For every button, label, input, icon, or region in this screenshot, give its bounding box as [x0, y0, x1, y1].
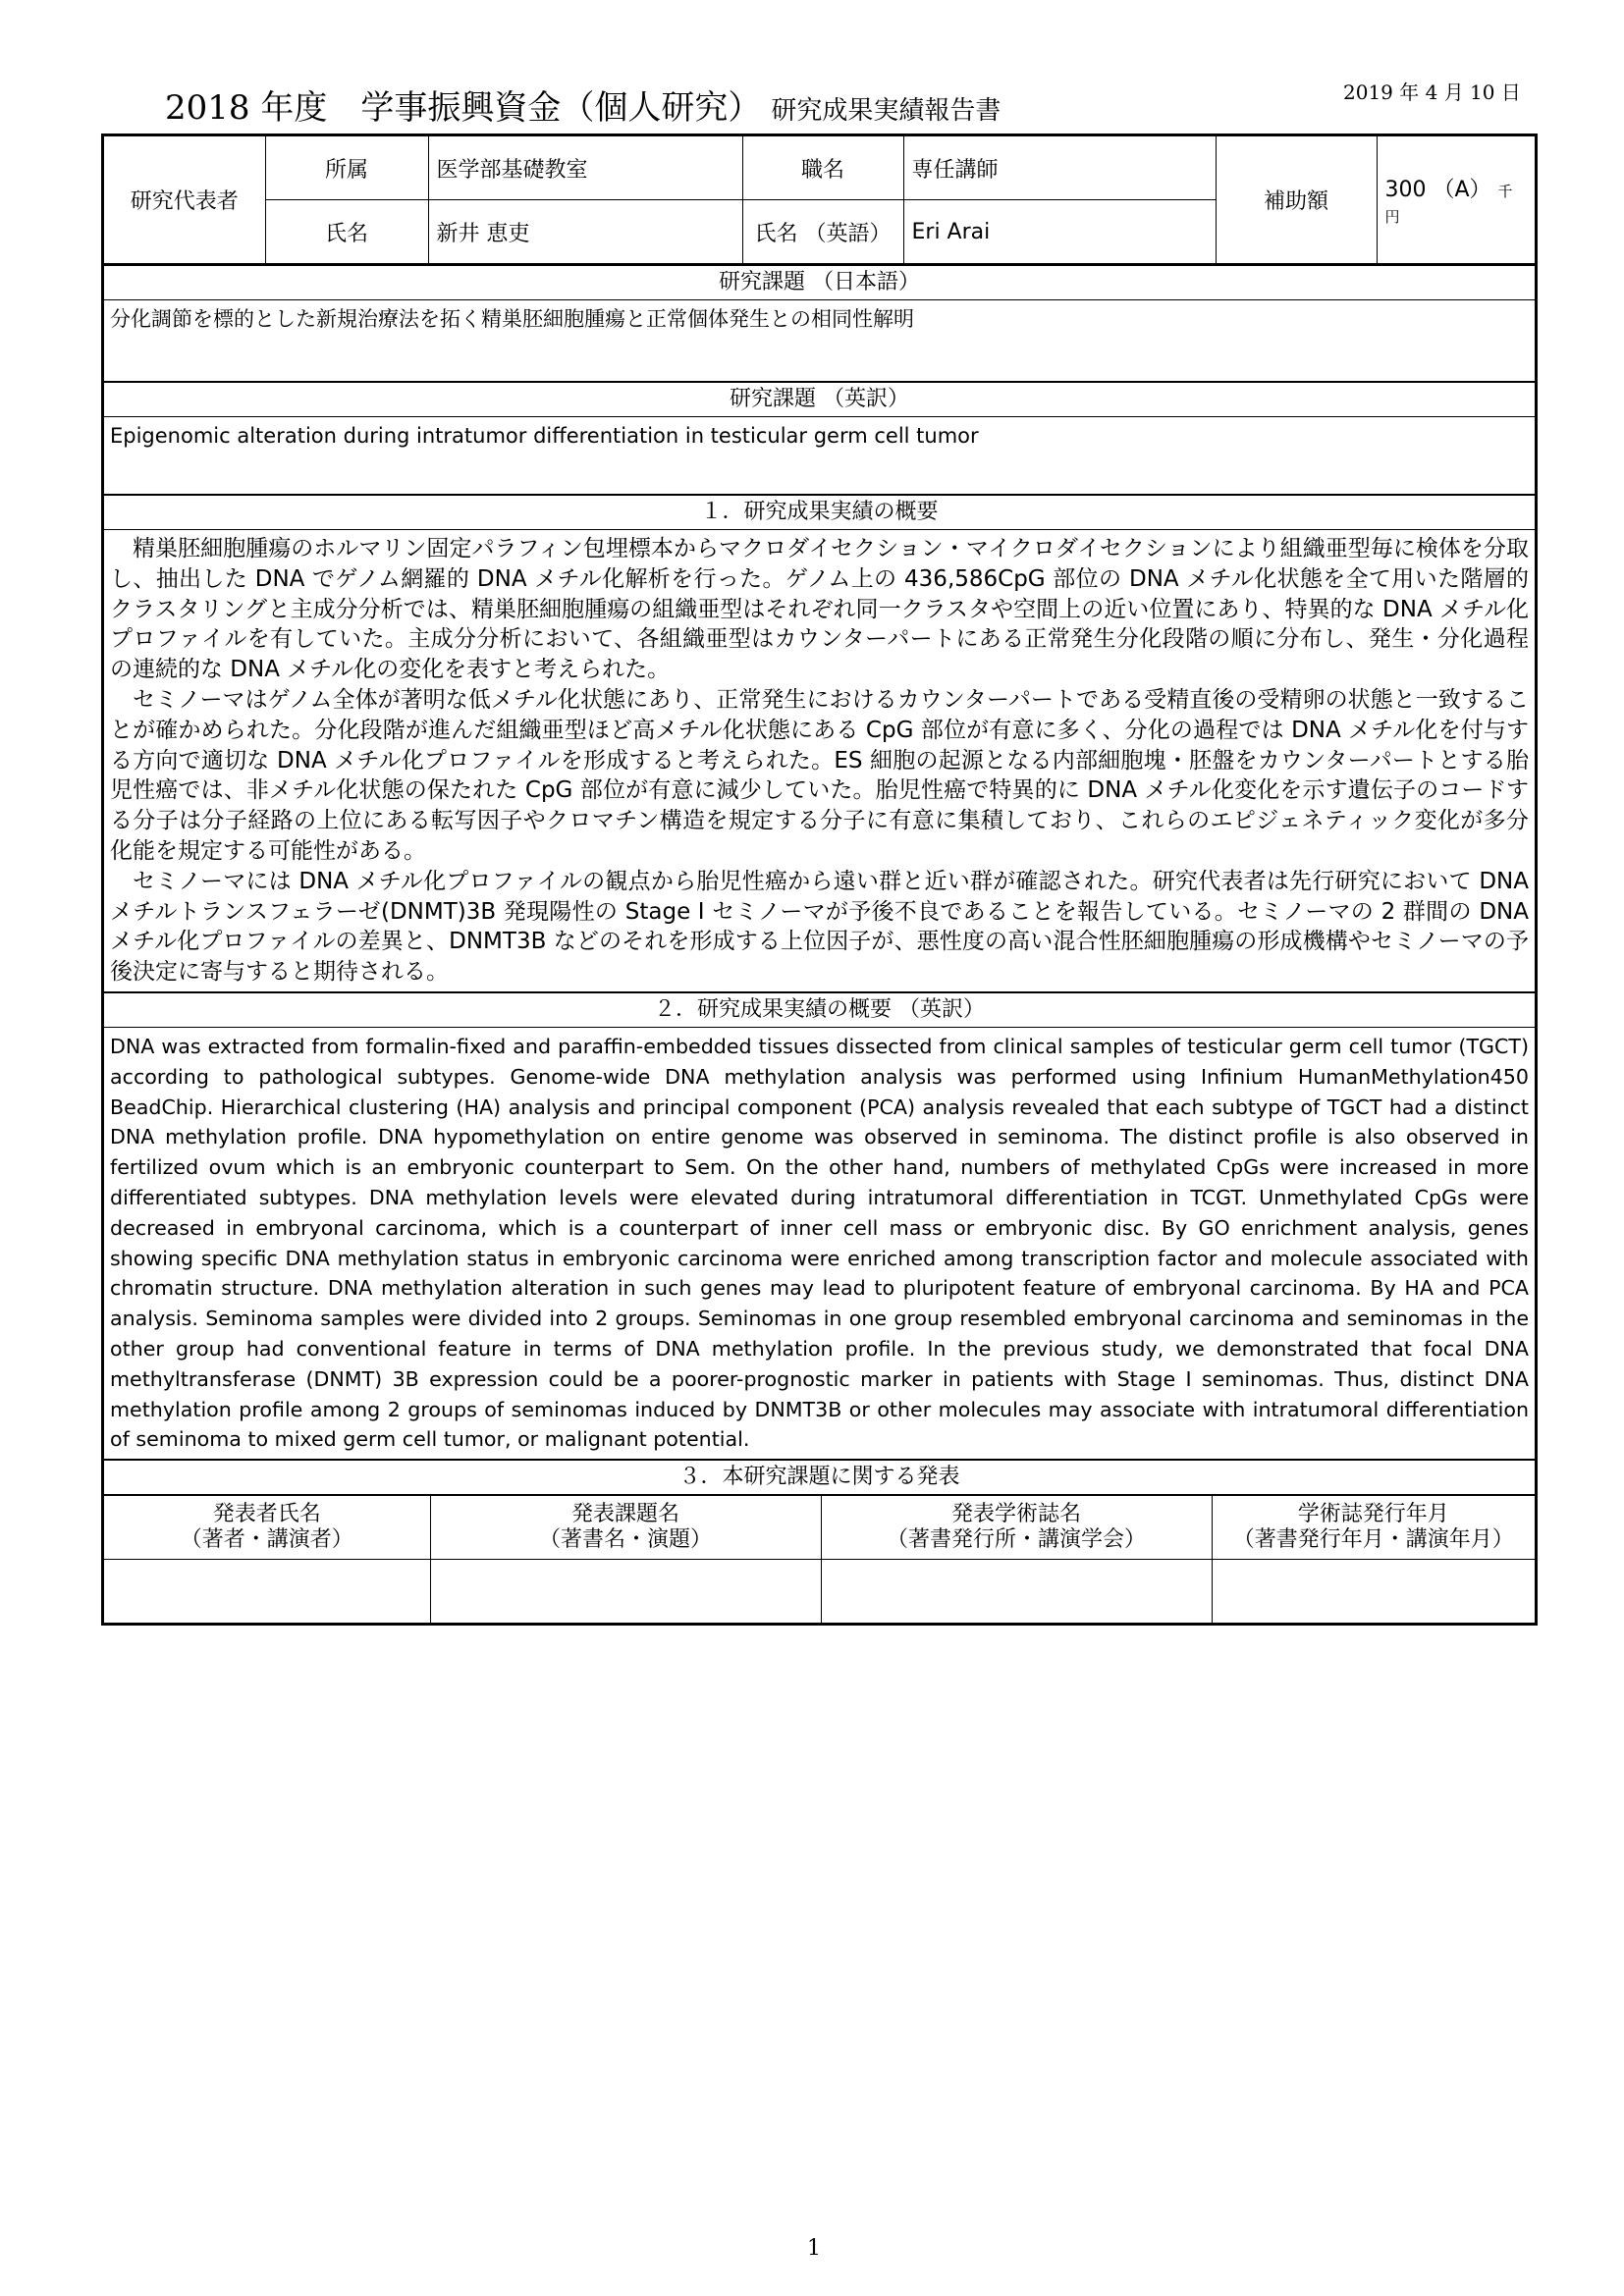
- column-header-presenter: 発表者氏名 （著者・講演者）: [104, 1496, 430, 1560]
- publications-table: [104, 1495, 1535, 1623]
- representative-info-table: [104, 136, 1535, 264]
- publications-heading: ３．本研究課題に関する発表: [104, 1459, 1535, 1495]
- page-title: [165, 80, 1001, 129]
- summary-jp-body: [104, 530, 1535, 991]
- topic-en-text: Epigenomic alteration during intratumor differentiation in testicular germ cell tumor: [110, 424, 979, 448]
- page-number: 1: [807, 2236, 821, 2261]
- grant-label: 補助額: [1216, 136, 1377, 264]
- affiliation-value: 医学部基礎教室: [428, 136, 742, 200]
- grant-amount: [1377, 136, 1535, 264]
- summary-jp-heading: １．研究成果実績の概要: [104, 494, 1535, 530]
- name-value: 新井 恵吏: [428, 200, 742, 264]
- report-form: [101, 133, 1538, 1626]
- summary-jp-paragraph: セミノーマはゲノム全体が著明な低メチル化状態にあり、正常発生におけるカウンターパートである受精直後の受精卵の状態と一致することが確かめられた。分化段階が進んだ組織亜型ほど高メチル化状態にある CpG 部位が有意に多く、分化の過程では DNA メチル化を付与する方向で適切な DNA メチル化プロファイルを形成すると考えられた。ES 細胞の起源となる内部細胞塊・胚盤をカウンターパートとする胎児性癌では、非メチル化状態の保たれた CpG 部位が有意に減少していた。胎児性癌で特異的に DNA メチル化変化を示す遺伝子のコードする分子は分子経路の上位にある転写因子やクロマチン構造を規定する分子に有意に集積しており、これらのエピジェネティック変化が多分化能を規定する可能性がある。: [110, 686, 1529, 864]
- table-cell: [104, 1560, 430, 1624]
- table-row: [104, 1560, 1535, 1624]
- report-date: 2019 年 4 月 10 日: [1343, 80, 1521, 104]
- report-title: 2018 年度 学事振興資金（個人研究）: [165, 88, 762, 128]
- affiliation-label: 所属: [265, 136, 428, 200]
- column-header-title: 発表課題名 （著書名・演題）: [430, 1496, 821, 1560]
- table-cell: [1212, 1560, 1535, 1624]
- grant-unit: 千円: [1384, 182, 1513, 226]
- table-cell: [430, 1560, 821, 1624]
- representative-label: 研究代表者: [104, 136, 265, 264]
- name-en-value: Eri Arai: [903, 200, 1216, 264]
- position-value: 専任講師: [903, 136, 1216, 200]
- name-label: 氏名: [265, 200, 428, 264]
- report-subtitle: 研究成果実績報告書: [771, 96, 1001, 126]
- summary-jp-paragraph: セミノーマには DNA メチル化プロファイルの観点から胎児性癌から遠い群と近い群が確認された。研究代表者は先行研究において DNA メチルトランスフェラーゼ(DNMT)3B 発現陽性の Stage I セミノーマが予後不良であることを報告している。セミノーマの 2 群間の DNA メチル化プロファイルの差異と、DNMT3B などのそれを形成する上位因子が、悪性度の高い混合性胚細胞腫瘍の形成機構やセミノーマの予後決定に寄与すると期待される。: [110, 868, 1529, 986]
- column-header-date: 学術誌発行年月 （著書発行年月・講演年月）: [1212, 1496, 1535, 1560]
- grant-value: 300 （A）: [1384, 177, 1491, 202]
- summary-en-text: DNA was extracted from formalin-fixed and paraffin-embedded tissues dissected from clinical samples of testicular germ cell tumor (TGCT) according to pathological subtypes. Genome-wide DNA methylation analysis was performed using Infinium HumanMethylation450 BeadChip. Hierarchical clustering (HA) analysis and principal component (PCA) analysis revealed that each subtype of TGCT had a distinct DNA methylation profile. DNA hypomethylation on entire genome was observed in seminoma. The distinct profile is also observed in fertilized ovum which is an embryonic counterpart to Sem. On the other hand, numbers of methylated CpGs were increased in more differentiated subtypes. DNA methylation levels were elevated during intratumoral differentiation in TCGT. Unmethylated CpGs were decreased in embryonal carcinoma, which is a counterpart of inner cell mass or embryonic disc. By GO enrichment analysis, genes showing specific DNA methylation status in embryonic carcinoma were enriched among transcription factor and molecule associated with chromatin structure. DNA methylation alteration in such genes may lead to pluripotent feature of embryonal carcinoma. By HA and PCA analysis. Seminoma samples were divided into 2 groups. Seminomas in one group resembled embryonal carcinoma and seminomas in the other group had conventional feature in terms of DNA methylation profile. In the previous study, we demonstrated that focal DNA methyltransferase (DNMT) 3B expression could be a poorer-prognostic marker in patients with Stage I seminomas. Thus, distinct DNA methylation profile among 2 groups of seminomas induced by DNMT3B or other molecules may associate with intratumoral differentiation of seminoma to mixed germ cell tumor, or malignant potential.: [110, 1034, 1529, 1452]
- summary-en-heading: ２．研究成果実績の概要 （英訳）: [104, 991, 1535, 1028]
- column-header-journal: 発表学術誌名 （著書発行所・講演学会）: [821, 1496, 1212, 1560]
- table-cell: [821, 1560, 1212, 1624]
- name-en-label: 氏名 （英語）: [742, 200, 903, 264]
- topic-en-heading: 研究課題 （英訳）: [104, 381, 1535, 417]
- topic-jp-heading: 研究課題 （日本語）: [104, 264, 1535, 300]
- summary-jp-paragraph: 精巣胚細胞腫瘍のホルマリン固定パラフィン包埋標本からマクロダイセクション・マイクロダイセクションにより組織亜型毎に検体を分取し、抽出した DNA でゲノム網羅的 DNA メチル化解析を行った。ゲノム上の 436,586CpG 部位の DNA メチル化状態を全て用いた階層的クラスタリングと主成分分析では、精巣胚細胞腫瘍の組織亜型はそれぞれ同一クラスタや空間上の近い位置にあり、特異的な DNA メチル化プロファイルを有していた。主成分分析において、各組織亜型はカウンターパートにある正常発生分化段階の順に分布し、発生・分化過程の連続的な DNA メチル化の変化を表すと考えられた。: [110, 536, 1529, 683]
- position-label: 職名: [742, 136, 903, 200]
- topic-jp-text: 分化調節を標的とした新規治療法を拓く精巣胚細胞腫瘍と正常個体発生との相同性解明: [110, 307, 914, 331]
